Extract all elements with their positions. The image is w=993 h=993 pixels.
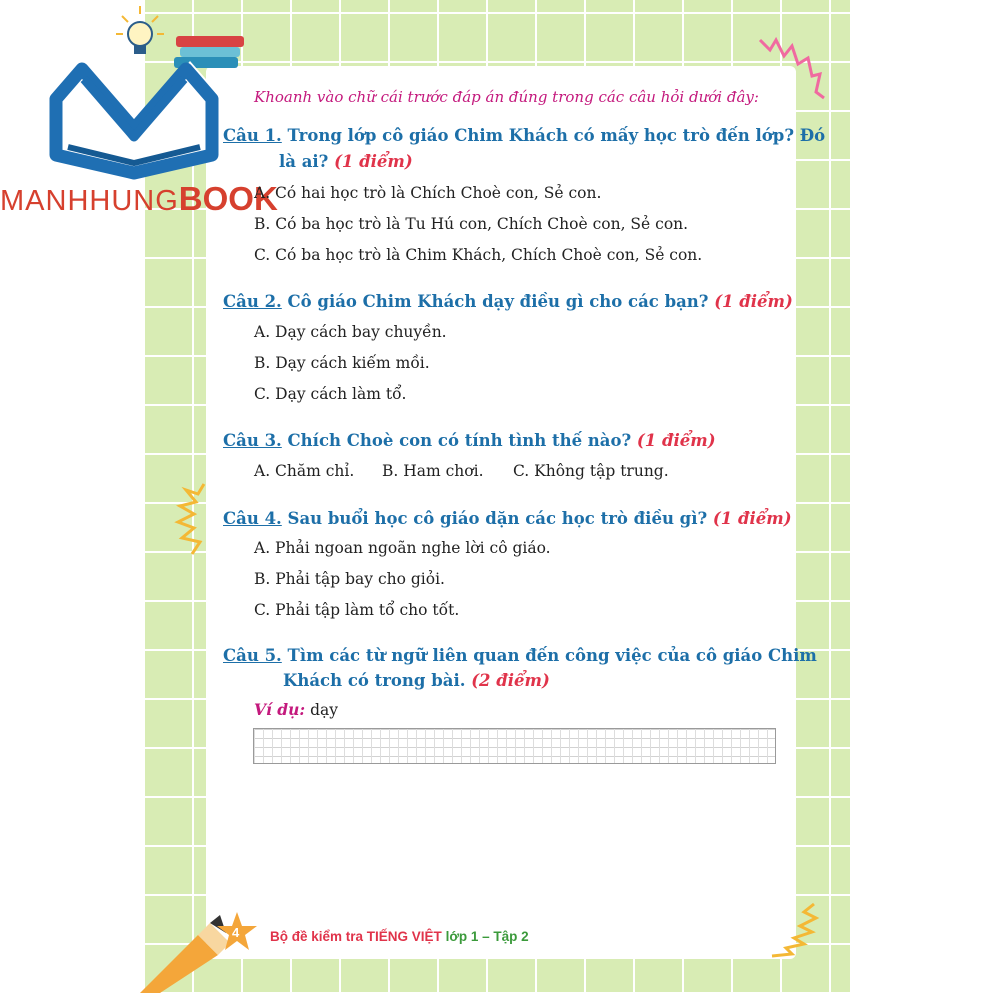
- example-value: dạy: [310, 701, 338, 719]
- q4-option-a[interactable]: A. Phải ngoan ngoãn nghe lời cô giáo.: [254, 539, 551, 557]
- brand-logo-text: [0, 180, 278, 218]
- q2-option-b[interactable]: B. Dạy cách kiếm mồi.: [254, 354, 430, 372]
- question-text: Trong lớp cô giáo Chim Khách có mấy học trò đến lớp? Đó: [287, 126, 826, 145]
- question-5-line2: [283, 668, 550, 693]
- question-1-line2: [279, 149, 413, 174]
- question-number: Câu 5.: [223, 646, 282, 665]
- question-points: (1 điểm): [636, 431, 716, 450]
- q4-option-b[interactable]: B. Phải tập bay cho giỏi.: [254, 570, 445, 588]
- question-1: [223, 123, 825, 148]
- q1-option-c[interactable]: C. Có ba học trò là Chim Khách, Chích Choè con, Sẻ con.: [254, 246, 703, 264]
- question-points: (1 điểm): [714, 292, 793, 311]
- zigzag-decoration-bottom-right: [764, 900, 824, 960]
- question-3: [223, 428, 716, 453]
- question-4: [223, 506, 792, 531]
- question-points: (1 điểm): [334, 152, 413, 171]
- question-text: Tìm các từ ngữ liên quan đến công việc của cô giáo Chim: [287, 646, 817, 665]
- question-2: [223, 289, 793, 314]
- question-number: Câu 2.: [223, 292, 282, 311]
- q3-option-b[interactable]: B. Ham chơi.: [382, 462, 484, 480]
- q3-option-c[interactable]: C. Không tập trung.: [513, 462, 669, 480]
- question-number: Câu 3.: [223, 431, 282, 450]
- footer-title: [270, 929, 529, 944]
- example-label: Ví dụ:: [254, 700, 306, 719]
- question-text: là ai?: [279, 152, 329, 171]
- question-points: (2 điểm): [471, 671, 550, 690]
- q4-option-c[interactable]: C. Phải tập làm tổ cho tốt.: [254, 601, 460, 619]
- q5-example: [254, 700, 338, 719]
- question-number: Câu 4.: [223, 509, 282, 528]
- q2-option-c[interactable]: C. Dạy cách làm tổ.: [254, 385, 407, 403]
- q2-option-a[interactable]: A. Dạy cách bay chuyền.: [254, 323, 447, 341]
- answer-writing-grid[interactable]: [253, 728, 776, 764]
- question-number: Câu 1.: [223, 126, 282, 145]
- footer-title-part2: lớp 1 – Tập 2: [445, 929, 529, 944]
- q1-option-b[interactable]: B. Có ba học trò là Tu Hú con, Chích Choè con, Sẻ con.: [254, 215, 689, 233]
- brand-name-part1: MANHHUNG: [0, 185, 179, 217]
- instruction-text: Khoanh vào chữ cái trước đáp án đúng trong các câu hỏi dưới đây:: [254, 88, 759, 106]
- footer-title-part1: Bộ đề kiểm tra TIẾNG VIỆT: [270, 929, 442, 944]
- question-text: Khách có trong bài.: [283, 671, 466, 690]
- open-book-logo-icon: [38, 55, 238, 185]
- lightbulb-icon: [110, 2, 170, 62]
- question-text: Sau buổi học cô giáo dặn các học trò điều gì?: [287, 509, 708, 528]
- zigzag-decoration-left: [174, 480, 214, 560]
- page-number: 4: [232, 925, 240, 940]
- q1-option-a[interactable]: A. Có hai học trò là Chích Choè con, Sẻ con.: [254, 184, 602, 202]
- zigzag-decoration-top-right: [756, 36, 826, 106]
- q3-option-a[interactable]: A. Chăm chỉ.: [254, 462, 355, 480]
- question-text: Chích Choè con có tính tình thế nào?: [287, 431, 632, 450]
- question-text: Cô giáo Chim Khách dạy điều gì cho các bạn?: [287, 292, 709, 311]
- brand-name-part2: BOOK: [178, 180, 278, 217]
- question-5: [223, 643, 817, 668]
- question-points: (1 điểm): [712, 509, 792, 528]
